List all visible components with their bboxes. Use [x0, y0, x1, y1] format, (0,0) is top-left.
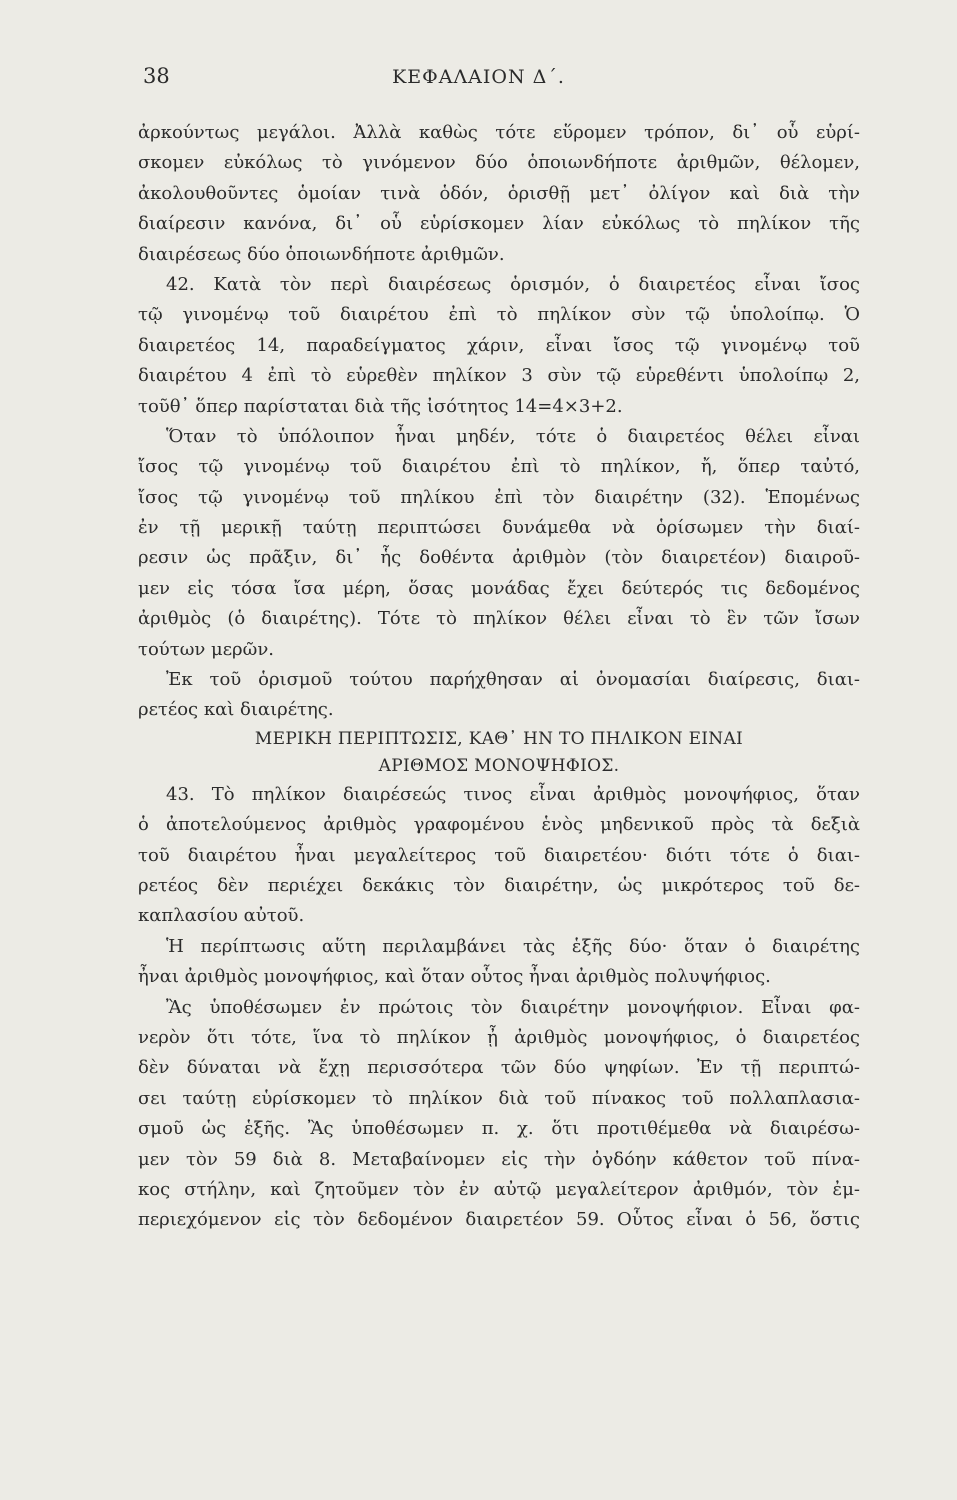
page-header	[0, 60, 957, 100]
paragraph	[138, 993, 860, 1236]
text-line: σμοῦ ὡς ἑξῆς. Ἂς ὑποθέσωμεν π. χ. ὅτι προτιθέμεθα νὰ διαιρέσω-	[138, 1118, 860, 1140]
text-line: τούτων μερῶν.	[138, 638, 274, 660]
text-line: ἐν τῇ μερικῇ ταύτῃ περιπτώσει δυνάμεθα νὰ ὁρίσωμεν τὴν διαί-	[138, 517, 860, 539]
paragraph	[138, 932, 860, 993]
page-body	[138, 118, 860, 1236]
text-line: καπλασίου αὐτοῦ.	[138, 905, 305, 927]
text-line: κος στήλην, καὶ ζητοῦμεν τὸν ἐν αὐτῷ μεγαλείτερον ἀριθμόν, τὸν ἐμ-	[138, 1178, 860, 1200]
text-line: περιεχόμενον εἰς τὸν δεδομένον διαιρετέον 59. Οὗτος εἶναι ὁ 56, ὅστις	[138, 1209, 860, 1231]
text-line: τοῦ διαιρέτου ἦναι μεγαλείτερος τοῦ διαιρετέου· διότι τότε ὁ διαι-	[138, 844, 860, 866]
text-line: ἴσος τῷ γινομένῳ τοῦ πηλίκου ἐπὶ τὸν διαιρέτην (32). Ἑπομένως	[138, 486, 860, 508]
text-line: Ἐκ τοῦ ὁρισμοῦ τούτου παρήχθησαν αἱ ὀνομασίαι διαίρεσις, διαι-	[166, 669, 860, 691]
text-line: ρετέος δὲν περιέχει δεκάκις τὸν διαιρέτην, ὡς μικρότερος τοῦ δε-	[138, 874, 860, 896]
text-line: σει ταύτῃ εὑρίσκομεν τὸ πηλίκον διὰ τοῦ πίνακος τοῦ πολλαπλασια-	[138, 1087, 860, 1109]
page-number: 38	[143, 64, 170, 88]
text-line: 42. Κατὰ τὸν περὶ διαιρέσεως ὁρισμόν, ὁ διαιρετέος εἶναι ἴσος	[166, 273, 860, 295]
text-line: ρετέος καὶ διαιρέτης.	[138, 699, 334, 721]
paragraph	[138, 270, 860, 422]
section-heading-line: ΜΕΡΙΚΗ ΠΕΡΙΠΤΩΣΙΣ, ΚΑΘ᾽ ΗΝ ΤΟ ΠΗΛΙΚΟΝ ΕΙΝΑΙ	[254, 728, 744, 749]
text-line: ἀκολουθοῦντες ὁμοίαν τινὰ ὁδόν, ὁρισθῇ μετ᾽ ὀλίγον καὶ διὰ τὴν	[138, 182, 860, 204]
text-line: 43. Τὸ πηλίκον διαιρέσεώς τινος εἶναι ἀριθμὸς μονοψήφιος, ὅταν	[166, 783, 860, 805]
text-line: τῷ γινομένῳ τοῦ διαιρέτου ἐπὶ τὸ πηλίκον σὺν τῷ ὑπολοίπῳ. Ὁ	[138, 304, 860, 326]
text-line: ἴσος τῷ γινομένῳ τοῦ διαιρέτου ἐπὶ τὸ πηλίκον, ἤ, ὅπερ ταὐτό,	[138, 456, 860, 478]
text-line: διαιρετέος 14, παραδείγματος χάριν, εἶναι ἴσος τῷ γινομένῳ τοῦ	[138, 334, 860, 356]
text-line: ὁ ἀποτελούμενος ἀριθμὸς γραφομένου ἑνὸς μηδενικοῦ πρὸς τὰ δεξιὰ	[138, 814, 860, 836]
running-title: ΚΕΦΑΛΑΙΟΝ Δ΄.	[392, 66, 565, 88]
text-line: Ὅταν τὸ ὑπόλοιπον ἦναι μηδέν, τότε ὁ διαιρετέος θέλει εἶναι	[166, 425, 860, 447]
text-line: μεν εἰς τόσα ἴσα μέρη, ὅσας μονάδας ἔχει δεύτερός τις δεδομένος	[138, 577, 860, 599]
text-line: νερὸν ὅτι τότε, ἵνα τὸ πηλίκον ᾖ ἀριθμὸς μονοψήφιος, ὁ διαιρετέος	[138, 1026, 860, 1048]
paragraph	[138, 780, 860, 932]
text-line: σκομεν εὐκόλως τὸ γινόμενον δύο ὁποιωνδήποτε ἀριθμῶν, θέλομεν,	[138, 152, 860, 174]
section-heading-line: ΑΡΙΘΜΟΣ ΜΟΝΟΨΗΦΙΟΣ.	[378, 755, 620, 776]
text-line: Ἂς ὑποθέσωμεν ἐν πρώτοις τὸν διαιρέτην μονοψήφιον. Εἶναι φα-	[166, 996, 860, 1018]
text-line: ἀριθμὸς (ὁ διαιρέτης). Τότε τὸ πηλίκον θέλει εἶναι τὸ ἓν τῶν ἴσων	[138, 608, 860, 630]
text-line: δὲν δύναται νὰ ἔχῃ περισσότερα τῶν δύο ψηφίων. Ἐν τῇ περιπτώ-	[138, 1057, 860, 1079]
text-line: ἀρκούντως μεγάλοι. Ἀλλὰ καθὼς τότε εὕρομεν τρόπον, δι᾽ οὗ εὑρί-	[138, 122, 860, 143]
text-line: τοῦθ᾽ ὅπερ παρίσταται διὰ τῆς ἰσότητος 14=4×3+2.	[138, 395, 623, 417]
text-line: ρεσιν ὡς πρᾶξιν, δι᾽ ἧς δοθέντα ἀριθμὸν (τὸν διαιρετέον) διαιροῦ-	[138, 547, 860, 569]
text-line: μεν τὸν 59 διὰ 8. Μεταβαίνομεν εἰς τὴν ὀγδόην κάθετον τοῦ πίνα-	[138, 1148, 860, 1170]
paragraph	[138, 665, 860, 726]
text-line: διαίρεσιν κανόνα, δι᾽ οὗ εὑρίσκομεν λίαν εὐκόλως τὸ πηλίκον τῆς	[138, 213, 860, 235]
text-line: διαιρέσεως δύο ὁποιωνδήποτε ἀριθμῶν.	[138, 243, 505, 265]
text-line: ἦναι ἀριθμὸς μονοψήφιος, καὶ ὅταν οὗτος ἦναι ἀριθμὸς πολυψήφιος.	[138, 966, 771, 988]
section-heading	[138, 726, 860, 780]
text-line: διαιρέτου 4 ἐπὶ τὸ εὑρεθὲν πηλίκον 3 σὺν τῷ εὑρεθέντι ὑπολοίπῳ 2,	[138, 365, 860, 387]
paragraph	[138, 422, 860, 665]
text-line: Ἡ περίπτωσις αὕτη περιλαμβάνει τὰς ἑξῆς δύο· ὅταν ὁ διαιρέτης	[166, 935, 860, 957]
paragraph	[138, 118, 860, 270]
